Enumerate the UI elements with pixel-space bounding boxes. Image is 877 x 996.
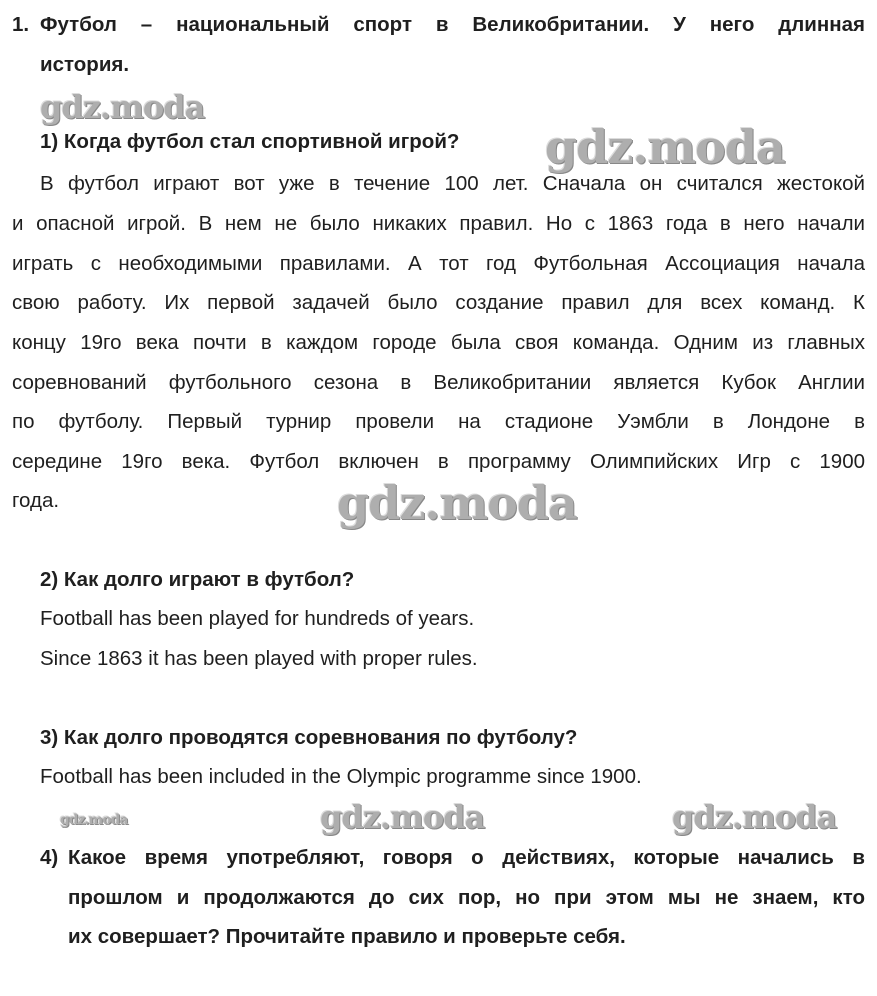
watermark: gdz.moda — [672, 798, 837, 836]
answer-1-line-3: играть с необходимыми правилами. А тот год Футбольная Ассоциация начала — [12, 252, 865, 275]
answer-2-line-2: Since 1863 it has been played with proper rules. — [40, 647, 478, 670]
answer-1-line-9: года. — [12, 489, 60, 512]
question-4-line-2: прошлом и продолжаются до сих пор, но при этом мы не знаем, кто — [68, 886, 865, 909]
watermark: gdz.moda — [40, 88, 205, 126]
watermark: gdz.moda — [545, 120, 785, 174]
question-1: 1) Когда футбол стал спортивной игрой? — [40, 130, 460, 153]
answer-1-line-2: и опасной игрой. В нем не было никаких правил. Но с 1863 года в него начали — [12, 212, 865, 235]
question-4-line-3: их совершает? Прочитайте правило и проверьте себя. — [68, 925, 626, 948]
section-number: 1. — [12, 13, 30, 36]
answer-1-line-5: концу 19го века почти в каждом городе была своя команда. Одним из главных — [12, 331, 865, 354]
answer-1-line-7: по футболу. Первый турнир провели на стадионе Уэмбли в Лондоне в — [12, 410, 865, 433]
answer-1-line-6: соревнований футбольного сезона в Великобритании является Кубок Англии — [12, 371, 865, 394]
question-4-number: 4) — [40, 846, 59, 869]
question-2: 2) Как долго играют в футбол? — [40, 568, 355, 591]
question-4-line-1: Какое время употребляют, говоря о действиях, которые начались в — [68, 846, 865, 869]
answer-1-line-1: В футбол играют вот уже в течение 100 лет. Сначала он считался жестокой — [40, 172, 865, 195]
answer-3-line-1: Football has been included in the Olympic programme since 1900. — [40, 765, 642, 788]
answer-2-line-1: Football has been played for hundreds of years. — [40, 607, 475, 630]
watermark: gdz.moda — [320, 798, 485, 836]
answer-1-line-4: свою работу. Их первой задачей было создание правил для всех команд. К — [12, 291, 865, 314]
watermark: gdz.moda — [60, 812, 128, 828]
watermark: gdz.moda — [337, 476, 577, 530]
answer-1-line-8: середине 19го века. Футбол включен в программу Олимпийских Игр с 1900 — [12, 450, 865, 473]
section-title-line-2: история. — [40, 53, 130, 76]
question-3: 3) Как долго проводятся соревнования по футболу? — [40, 726, 578, 749]
section-title-line-1: Футбол – национальный спорт в Великобритании. У него длинная — [40, 13, 865, 36]
